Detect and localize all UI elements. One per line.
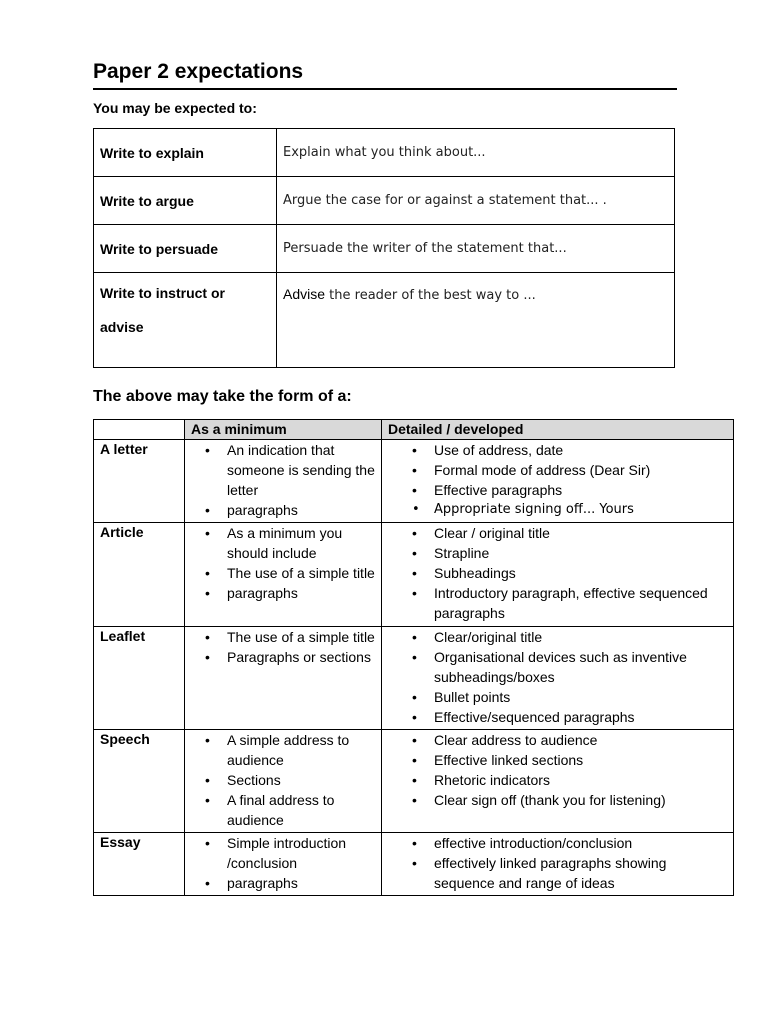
form-row-speech — [94, 730, 734, 833]
page-title: Paper 2 expectations — [93, 60, 304, 83]
list-item: • Clear address to audience — [382, 730, 733, 750]
list-item: • Use of address, date — [382, 440, 733, 460]
minimum-list — [185, 440, 381, 520]
minimum-cell — [185, 627, 382, 730]
form-row-leaflet — [94, 627, 734, 730]
list-item: • effectively linked paragraphs showing sequence and range of ideas — [382, 853, 733, 893]
text-forms-table — [93, 419, 734, 896]
detailed-cell — [382, 440, 734, 523]
list-item: • A simple address to audience — [185, 730, 381, 770]
minimum-list — [185, 523, 381, 603]
list-item: • Appropriate signing off... Yours — [382, 500, 733, 520]
task-name: Write to instruct or advise — [94, 273, 277, 368]
task-row — [94, 225, 675, 273]
form-row-letter — [94, 440, 734, 523]
forms-heading: The above may take the form of a: — [93, 388, 352, 405]
list-item: • Organisational devices such as inventive subheadings/boxes — [382, 647, 733, 687]
list-item: • An indication that someone is sending the letter — [185, 440, 381, 500]
list-item: • A final address to audience — [185, 790, 381, 830]
writing-tasks-table — [93, 128, 675, 368]
detailed-cell — [382, 523, 734, 627]
list-item: • Clear/original title — [382, 627, 733, 647]
detailed-cell — [382, 833, 734, 896]
header-minimum: As a minimum — [185, 420, 382, 440]
list-item: • Formal mode of address (Dear Sir) — [382, 460, 733, 480]
detailed-list — [382, 440, 733, 520]
forms-header-row — [94, 420, 734, 440]
task-prompt — [277, 273, 675, 368]
task-prompt: Argue the case for or against a statement that... . — [277, 177, 675, 225]
list-item: • Subheadings — [382, 563, 733, 583]
form-type: Essay — [94, 833, 185, 896]
list-item: • paragraphs — [185, 583, 381, 603]
minimum-cell — [185, 730, 382, 833]
minimum-list — [185, 833, 381, 893]
form-type: Article — [94, 523, 185, 627]
minimum-cell — [185, 833, 382, 896]
form-type: Speech — [94, 730, 185, 833]
list-item: • Strapline — [382, 543, 733, 563]
list-item: • As a minimum you should include — [185, 523, 381, 563]
task-prompt: Persuade the writer of the statement that... — [277, 225, 675, 273]
task-name: Write to persuade — [94, 225, 277, 273]
detailed-list — [382, 627, 733, 727]
list-item: • effective introduction/conclusion — [382, 833, 733, 853]
title-underline — [93, 88, 677, 90]
list-item: • Bullet points — [382, 687, 733, 707]
list-item: • Simple introduction /conclusion — [185, 833, 381, 873]
list-item: • Introductory paragraph, effective sequenced paragraphs — [382, 583, 733, 623]
task-row — [94, 177, 675, 225]
task-prompt-lead: Advise — [283, 286, 326, 302]
form-row-article — [94, 523, 734, 627]
expectations-subheading: You may be expected to: — [93, 100, 257, 116]
list-item: • Paragraphs or sections — [185, 647, 381, 667]
list-item: • Rhetoric indicators — [382, 770, 733, 790]
task-row — [94, 273, 675, 368]
list-item: • Effective/sequenced paragraphs — [382, 707, 733, 727]
list-item: • Effective paragraphs — [382, 480, 733, 500]
task-name: Write to explain — [94, 129, 277, 177]
form-type: A letter — [94, 440, 185, 523]
detailed-cell — [382, 730, 734, 833]
task-prompt: Explain what you think about... — [277, 129, 675, 177]
header-detailed: Detailed / developed — [382, 420, 734, 440]
list-item: • paragraphs — [185, 500, 381, 520]
list-item: • paragraphs — [185, 873, 381, 893]
form-row-essay — [94, 833, 734, 896]
list-item: • Clear / original title — [382, 523, 733, 543]
list-item: • Effective linked sections — [382, 750, 733, 770]
task-name: Write to argue — [94, 177, 277, 225]
task-prompt-rest: the reader of the best way to ... — [325, 288, 536, 303]
task-row — [94, 129, 675, 177]
detailed-cell — [382, 627, 734, 730]
list-item: • The use of a simple title — [185, 627, 381, 647]
minimum-cell — [185, 440, 382, 523]
minimum-list — [185, 730, 381, 830]
header-blank — [94, 420, 185, 440]
detailed-list — [382, 523, 733, 623]
detailed-list — [382, 833, 733, 893]
list-item: • Clear sign off (thank you for listening) — [382, 790, 733, 810]
form-type: Leaflet — [94, 627, 185, 730]
minimum-list — [185, 627, 381, 667]
detailed-list — [382, 730, 733, 810]
list-item: • Sections — [185, 770, 381, 790]
list-item: • The use of a simple title — [185, 563, 381, 583]
minimum-cell — [185, 523, 382, 627]
